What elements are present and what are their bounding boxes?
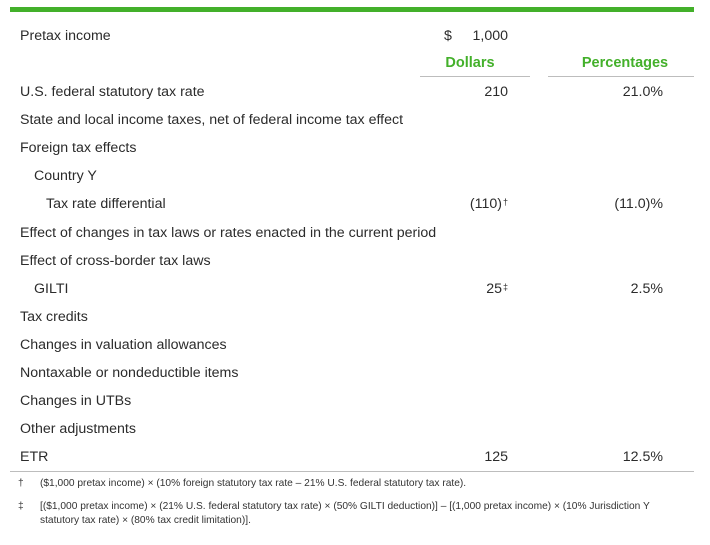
footnote-text: ($1,000 pretax income) × (10% foreign statutory tax rate – 21% U.S. federal statutory tax rate). bbox=[40, 478, 467, 489]
table-row bbox=[10, 359, 694, 387]
table-row bbox=[10, 247, 694, 275]
top-accent-bar bbox=[10, 7, 694, 12]
footnote-mark: † bbox=[18, 478, 24, 489]
footnote-reference: ‡ bbox=[502, 281, 508, 292]
table-row bbox=[10, 331, 694, 359]
table-row bbox=[10, 78, 694, 106]
row-label: U.S. federal statutory tax rate bbox=[20, 84, 205, 100]
table-row bbox=[10, 219, 694, 247]
row-label: Tax credits bbox=[20, 308, 88, 325]
table-bottom-rule bbox=[10, 471, 694, 472]
table-row bbox=[10, 134, 694, 162]
dollars-header: Dollars bbox=[445, 55, 495, 71]
table-row bbox=[10, 415, 694, 443]
percentages-header-rule bbox=[548, 76, 694, 77]
table-row bbox=[10, 162, 694, 190]
row-dollars-value: (110) bbox=[469, 196, 502, 213]
pretax-income-value: 1,000 bbox=[472, 28, 508, 44]
footnote-dagger bbox=[10, 477, 694, 493]
footnote-mark: ‡ bbox=[18, 501, 24, 512]
row-label: Effect of changes in tax laws or rates enacted in the current period bbox=[20, 224, 437, 241]
row-percentage: 12.5% bbox=[622, 449, 663, 466]
row-label: Nontaxable or nondeductible items bbox=[20, 365, 239, 381]
row-label: State and local income taxes, net of federal income tax effect bbox=[20, 112, 404, 129]
row-dollars bbox=[420, 190, 508, 218]
pretax-income-row bbox=[10, 22, 694, 50]
pretax-income-label: Pretax income bbox=[20, 28, 111, 44]
row-label: Tax rate differential bbox=[46, 196, 166, 213]
row-dollars bbox=[420, 78, 508, 106]
pretax-currency-symbol: $ bbox=[444, 28, 452, 44]
footnote-reference: † bbox=[502, 197, 508, 208]
row-label: Changes in valuation allowances bbox=[20, 336, 227, 353]
row-label: Country Y bbox=[34, 168, 97, 185]
row-dollars-value: 25 bbox=[486, 280, 502, 297]
row-percentage: (11.0)% bbox=[614, 196, 663, 213]
row-label: Foreign tax effects bbox=[20, 140, 137, 157]
row-label: GILTI bbox=[34, 280, 69, 297]
row-dollars-value: 125 bbox=[484, 449, 508, 466]
row-label: Other adjustments bbox=[20, 421, 136, 438]
footnote-double-dagger bbox=[10, 500, 694, 530]
row-dollars bbox=[420, 275, 508, 303]
row-percentage: 2.5% bbox=[630, 280, 663, 297]
percentages-header: Percentages bbox=[581, 55, 669, 71]
table-row bbox=[10, 303, 694, 331]
table-row bbox=[10, 190, 694, 218]
row-dollars bbox=[420, 443, 508, 471]
row-label: Effect of cross-border tax laws bbox=[20, 252, 211, 269]
table-row bbox=[10, 443, 694, 471]
row-dollars-value: 210 bbox=[484, 84, 508, 100]
table-row bbox=[10, 275, 694, 303]
row-percentage: 21.0% bbox=[622, 84, 663, 100]
dollars-header-rule bbox=[420, 76, 530, 77]
row-label: ETR bbox=[20, 449, 49, 466]
table-row bbox=[10, 387, 694, 415]
table-row bbox=[10, 106, 694, 134]
footnote-text: [($1,000 pretax income) × (21% U.S. federal statutory tax rate) × (50% GILTI deduction)] – [(1,000 pretax income) × (10% Jurisdiction Y statutory tax rate) × (80% tax credit limitation)]. bbox=[40, 501, 650, 526]
row-label: Changes in UTBs bbox=[20, 393, 132, 410]
